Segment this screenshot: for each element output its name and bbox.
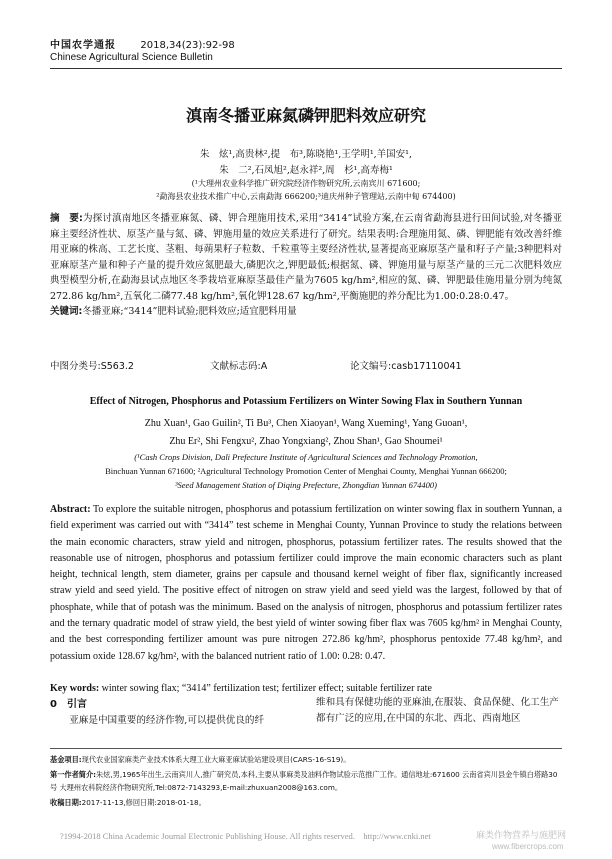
footnote-funding [50, 754, 562, 767]
received-date-text: 2017-11-13,修回日期:2018-01-18。 [81, 798, 206, 807]
first-author-label: 第一作者简介: [50, 770, 96, 779]
issue-info: 2018,34(23):92-98 [140, 40, 235, 51]
watermark-url: www.fibercrops.com [492, 842, 564, 851]
document-code: 文献标志码:A [210, 361, 268, 372]
footnote-dates [50, 797, 562, 810]
received-date-label: 收稿日期: [50, 798, 82, 807]
abstract-cn [50, 211, 562, 320]
affiliations-cn-line-1: (¹大理州农业科学推广研究院经济作物研究所,云南宾川 671600; [191, 179, 421, 188]
authors-en-line-1: Zhu Xuan¹, Gao Guilin², Ti Bu³, Chen Xiaoyan¹, Wang Xueming¹, Yang Guoan¹, [144, 418, 468, 429]
article-number: 论文编号:casb17110041 [350, 361, 462, 372]
clc-number: 中图分类号:S563.2 [50, 361, 134, 372]
journal-name-en: Chinese Agricultural Science Bulletin [50, 52, 213, 63]
keywords-en-label: Key words: [50, 683, 100, 694]
keywords-cn [50, 304, 562, 320]
abstract-cn-label: 摘 要: [50, 213, 83, 224]
watermark-site-name: 麻类作物营养与施肥网 [476, 831, 567, 841]
keywords-en-text: winter sowing flax; “3414” fertilization test; fertilizer effect; suitable fertilizer rate [101, 683, 432, 694]
keywords-cn-label: 关键词: [50, 306, 83, 317]
copyright-notice: ?1994-2018 China Academic Journal Electronic Publishing House. All rights reserved. http://www.cnki.net [60, 831, 431, 841]
keywords-cn-text: 冬播亚麻;“3414”肥料试验;肥料效应;适宜肥料用量 [82, 306, 297, 317]
authors-cn-line-2: 朱 二²,石凤旭²,赵永祥²,周 杉¹,高寿梅¹ [219, 165, 393, 176]
funding-label: 基金项目: [50, 755, 82, 764]
affiliations-en-line-2: Binchuan Yunnan 671600; ²Agricultural Technology Promotion Center of Menghai County, Menghai Yunnan 666200; [105, 466, 507, 476]
footnote-first-author [50, 769, 562, 794]
section-heading-intro: 0 引言 [50, 699, 87, 710]
abstract-cn-text: 为探讨滇南地区冬播亚麻氮、磷、钾合理施用技术,采用“3414”试验方案,在云南省勐海县进行田间试验,对冬播亚麻主要经济性状、原茎产量与氮、磷、钾施用量的效应关系进行了研究。结果表明:合理施用氮、磷、钾肥能有效改善纤维用亚麻的株高、工艺长度、茎粗、每蒴果籽子粒数、千粒重等主要经济性状,显著提高亚麻原茎产量和籽子产量;3种肥料对亚麻原茎产量和种子产量的提升效应氮肥最大,磷肥次之,钾肥最低;根据氮、磷、钾施用量与原茎产量的三元二次肥料效应典型模型分析,在勐海县试点地区冬季栽培亚麻原茎最佳产量为7605 kg/hm²,相应的氮、磷、钾肥最佳施用量分别为纯氮272.86 kg/hm²,五氧化二磷77.48 kg/hm²,氧化钾128.67 kg/hm²,平衡施肥的养分配比为1.00:0.28:0.47。 [50, 213, 562, 302]
first-author-text: 朱炫,男,1965年出生,云南宾川人,推广研究员,本科,主要从事麻类及油料作物试验示范推广工作。通信地址:671600 云南省宾川县金牛镇白塔路30号 大理州农科院经济作物研究所,Tel:0872-7143293,E-mail:zhuxuan2008@163.com。 [50, 770, 558, 792]
abstract-en-label: Abstract: [50, 504, 91, 515]
affiliations-en-line-1: (¹Cash Crops Division, Dali Prefecture Institute of Agricultural Sciences and Technology Promotion, [134, 452, 478, 462]
affiliations-en-line-3: ³Seed Management Station of Diqing Prefecture, Zhongdian Yunnan 674400) [174, 480, 437, 490]
intro-text-left-column: 亚麻是中国重要的经济作物,可以提供优良的纤 [69, 715, 265, 726]
intro-text-right-column: 维和具有保健功能的亚麻油,在服装、食品保健、化工生产都有广泛的应用,在中国的东北、西北、西南地区 [316, 697, 559, 724]
authors-en-line-2: Zhu Er², Shi Fengxu², Zhao Yongxiang², Zhou Shan¹, Gao Shoumei¹ [169, 436, 443, 447]
paper-title-en: Effect of Nitrogen, Phosphorus and Potassium Fertilizers on Winter Sowing Flax in Southern Yunnan [89, 396, 523, 407]
abstract-en-text: To explore the suitable nitrogen, phosphorus and potassium fertilization on winter sowing flax in southern Yunnan, a field experiment was carried out with “3414” test scheme in Menghai County, Yunnan Province to study the relations between the main economic characters, straw yield and nitrogen, phosphorus, potassium fertilizer rates. The results showed that the reasonable use of nitrogen, phosphorus and potassium fertilizer could improve the main economic characters such as plant height, technical length, stem diameter, grains per capsule and thousand kernel weight of fiber flax, significantly increased straw yield and seed yield. The positive effect of nitrogen on straw yield and seed yield was the largest, followed by that of phosphate, while that of potash was the minimum. Based on the analysis of nitrogen, phosphorus and potassium fertilizer rates and the ternary quadratic model of straw yield, the best yield of winter sowing fiber flax was 7605 kg/hm² in Menghai County, and the best corresponding fertilizer amount was pure nitrogen 272.86 kg/hm², phosphorus pentoxide 77.48 kg/hm², and potassium oxide 128.67 kg/hm², with the balanced nutrient ratio of 1.00: 0.28: 0.47. [50, 504, 562, 662]
abstract-en [50, 502, 562, 665]
paper-title-cn: 滇南冬播亚麻氮磷钾肥料效应研究 [185, 106, 426, 125]
journal-header [50, 36, 235, 51]
journal-name-cn: 中国农学通报 [50, 40, 116, 51]
affiliations-cn-line-2: ²勐海县农业技术推广中心,云南勐海 666200;³迪庆州种子管理站,云南中甸 674400) [156, 192, 456, 201]
header-divider [50, 68, 562, 69]
authors-cn-line-1: 朱 炫¹,高贵林²,提 布³,陈晓艳¹,王学明¹,羊国安¹, [200, 149, 412, 160]
footnote-divider [50, 748, 562, 749]
funding-text: 现代农业国家麻类产业技术体系大理工业大麻亚麻试验站建设项目(CARS-16-S19)。 [81, 755, 351, 764]
